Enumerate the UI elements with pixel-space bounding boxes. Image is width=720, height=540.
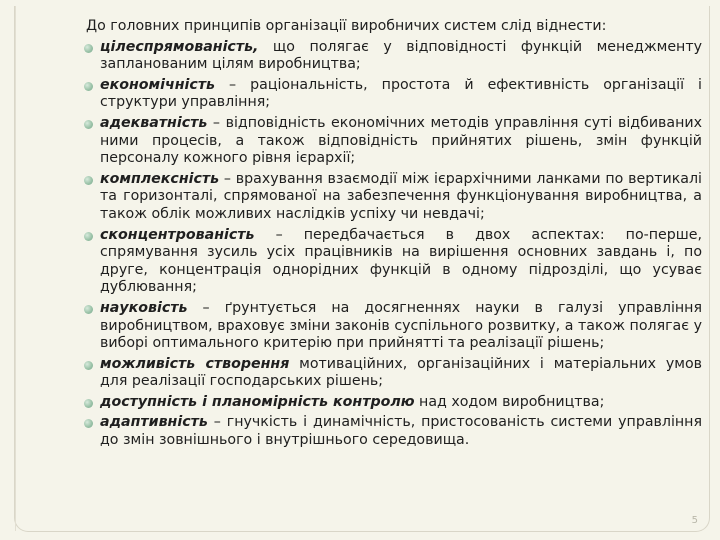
principle-term: комплексність [100, 170, 220, 187]
bullet-icon [84, 361, 93, 370]
principle-text: – ґрунтується на досягненнях науки в галузі управління виробництвом, враховує зміни законів суспільного розвитку, а також полягає у виборі оптимального критерію при прийнятті та реалізації рішень; [100, 299, 702, 352]
principle-term: цілеспрямованість, [100, 38, 259, 55]
bullet-icon [84, 176, 93, 185]
intro-text: До головних принципів організації виробничих систем слід віднести: [86, 18, 607, 34]
principle-term: адекватність [100, 114, 208, 131]
principle-text: над ходом виробництва; [414, 393, 605, 410]
principle-term: адаптивність [100, 414, 208, 431]
principle-term: сконцентрованість [100, 226, 255, 243]
principles-list [86, 39, 702, 450]
page-number: 5 [691, 515, 698, 526]
slide-content [86, 18, 702, 453]
bullet-icon [84, 305, 93, 314]
bullet-icon [84, 120, 93, 129]
list-item [86, 414, 702, 449]
principle-text: – передбачається в двох аспектах: по-перше, спрямування зусиль усіх працівників на вирішення основних завдань і, по друге, концентрація однорідних функцій в одному підрозділі, що усуває дублювання; [100, 226, 702, 296]
list-item [86, 394, 702, 412]
list-item [86, 300, 702, 353]
principle-text: – гнучкість і динамічність, пристосованість системи управління до змін зовнішнього і внутрішнього середовища. [100, 414, 702, 449]
bullet-icon [84, 44, 93, 53]
principle-term: економічність [100, 76, 216, 93]
bullet-icon [84, 399, 93, 408]
principle-text: мотиваційних, організаційних і матеріальних умов для реалізації господарських рішень; [100, 355, 702, 390]
bullet-icon [84, 419, 93, 428]
bullet-icon [84, 82, 93, 91]
bullet-icon [84, 232, 93, 241]
principle-text: що полягає у відповідності функцій менеджменту запланованим цілям виробництва; [100, 38, 702, 73]
principle-term: науковість [100, 299, 188, 316]
list-item [86, 115, 702, 168]
list-item [86, 77, 702, 112]
principle-term: доступність і планомірність контролю [100, 393, 415, 410]
principle-text: – раціональність, простота й ефективність організації і структури управління; [100, 76, 702, 111]
list-item [86, 227, 702, 297]
list-item [86, 356, 702, 391]
principle-text: – врахування взаємодії між ієрархічними ланками по вертикалі та горизонталі, спрямованої на забезпечення функціонування виробництва, а також облік можливих наслідків успіху чи невдачі; [100, 170, 702, 222]
principle-text: – відповідність економічних методів управління суті відбиваних ними процесів, а також відповідність прийнятих рішень, змін функцій персоналу кожного рівня ієрархії; [100, 114, 702, 167]
list-item [86, 39, 702, 74]
principle-term: можливість створення [100, 355, 290, 372]
list-item [86, 171, 702, 224]
